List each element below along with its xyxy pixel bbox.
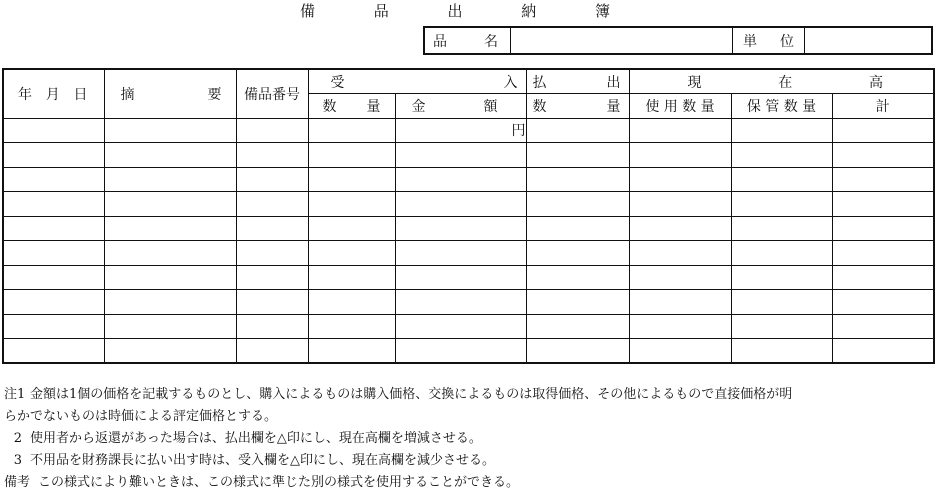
ledger-cell[interactable] [395, 216, 526, 241]
ledger-cell[interactable] [308, 265, 395, 290]
note-line [4, 384, 932, 406]
ledger-cell[interactable] [104, 265, 236, 290]
note-number: 2 [13, 431, 22, 446]
ledger-cell[interactable] [731, 192, 832, 217]
title-char: 出 [447, 1, 463, 20]
ledger-cell[interactable] [526, 216, 629, 241]
ledger-cell[interactable] [629, 314, 731, 339]
ledger-cell[interactable] [731, 314, 832, 339]
ledger-row [3, 192, 934, 217]
ledger-cell[interactable] [236, 216, 308, 241]
header-char: 数 [532, 98, 547, 115]
ledger-cell[interactable] [104, 216, 236, 241]
title-char: 備 [300, 1, 316, 20]
ledger-cell[interactable] [629, 118, 731, 143]
ledger-cell[interactable] [526, 241, 629, 266]
item-header-box [423, 26, 933, 55]
ledger-cell[interactable] [832, 192, 934, 217]
ledger-cell[interactable] [731, 241, 832, 266]
header-char: 出 [606, 74, 621, 91]
ledger-cell[interactable] [236, 339, 308, 364]
header-char: 額 [483, 98, 498, 115]
header-char: 要 [207, 86, 222, 103]
header-kingaku [395, 94, 526, 119]
ledger-row [3, 265, 934, 290]
header-char: 日 [73, 86, 88, 103]
ledger-cell[interactable] [395, 192, 526, 217]
note-text: 不用品を財務課長に払い出す時は、受入欄を△印にし、現在高欄を減少させる。 [30, 453, 495, 468]
ledger-cell[interactable] [3, 216, 104, 241]
header-char: 受 [330, 74, 345, 91]
ledger-cell[interactable] [832, 314, 934, 339]
ledger-cell[interactable] [395, 265, 526, 290]
header-char: 払 [532, 74, 547, 91]
ledger-row [3, 143, 934, 168]
ledger-cell[interactable] [236, 143, 308, 168]
ledger-cell[interactable] [395, 143, 526, 168]
note-line [4, 472, 932, 494]
header-char: 数 [322, 98, 337, 115]
ledger-cell[interactable] [832, 143, 934, 168]
title-char: 品 [373, 1, 389, 20]
ledger-cell[interactable] [3, 167, 104, 192]
ledger-row [3, 216, 934, 241]
ledger-cell[interactable] [629, 192, 731, 217]
ledger-cell[interactable] [395, 241, 526, 266]
ledger-cell[interactable] [3, 118, 104, 143]
ledger-row [3, 167, 934, 192]
ledger-cell[interactable] [104, 339, 236, 364]
ledger-cell[interactable] [104, 314, 236, 339]
title-char: 簿 [594, 1, 610, 20]
ledger-body [3, 118, 934, 363]
note-number: 注1 [4, 387, 26, 402]
ledger-cell[interactable] [832, 216, 934, 241]
ledger-row [3, 290, 934, 315]
ledger-cell[interactable] [731, 265, 832, 290]
ledger-cell[interactable] [308, 118, 395, 143]
note-text: 使用者から返還があった場合は、払出欄を△印にし、現在高欄を増減させる。 [30, 431, 482, 446]
ledger-cell[interactable] [526, 192, 629, 217]
ledger-cell[interactable] [104, 118, 236, 143]
header-char: 現 [687, 74, 702, 91]
ledger-cell[interactable] [308, 314, 395, 339]
ledger-cell[interactable] [236, 167, 308, 192]
ledger-cell[interactable] [104, 192, 236, 217]
ledger-cell[interactable] [308, 241, 395, 266]
note-line [4, 450, 932, 472]
header-char: 摘 [120, 86, 135, 103]
tani-field[interactable] [805, 28, 931, 53]
note-number: 3 [13, 453, 22, 468]
ledger-cell[interactable] [629, 143, 731, 168]
ledger-cell[interactable] [3, 314, 104, 339]
tani-char: 位 [780, 33, 794, 50]
header-char: 金 [411, 98, 426, 115]
header-tekiyo [104, 69, 236, 118]
ledger-cell[interactable] [236, 118, 308, 143]
ledger-cell[interactable] [731, 216, 832, 241]
ledger-cell[interactable] [832, 265, 934, 290]
ledger-cell[interactable] [832, 339, 934, 364]
hinmei-char: 品 [433, 33, 447, 50]
ledger-cell[interactable] [3, 241, 104, 266]
ledger-cell[interactable] [3, 265, 104, 290]
ledger-cell[interactable] [308, 143, 395, 168]
notes-section [4, 384, 932, 494]
ledger-cell[interactable] [526, 265, 629, 290]
ledger-cell[interactable] [526, 167, 629, 192]
ledger-cell[interactable] [308, 216, 395, 241]
ledger-cell[interactable] [526, 339, 629, 364]
ledger-cell[interactable] [104, 241, 236, 266]
ledger-cell[interactable] [629, 241, 731, 266]
yen-mark-cell[interactable]: 円 [395, 118, 526, 143]
ledger-cell[interactable] [395, 290, 526, 315]
header-char: 入 [503, 74, 518, 91]
ledger-cell[interactable] [832, 167, 934, 192]
header-date [3, 69, 104, 118]
note-line [4, 428, 932, 450]
ledger-row [3, 314, 934, 339]
header-bangou: 備品番号 [236, 69, 308, 118]
ledger-cell[interactable] [731, 339, 832, 364]
note-text: らかでないものは時価による評定価格とする。 [4, 409, 278, 424]
ledger-cell[interactable] [526, 314, 629, 339]
ledger-cell[interactable] [395, 314, 526, 339]
ledger-cell[interactable] [395, 339, 526, 364]
hinmei-field[interactable] [511, 28, 733, 53]
header-haraidashi-suryo [526, 94, 629, 119]
header-char: 年 [18, 86, 32, 103]
ledger-cell[interactable] [731, 143, 832, 168]
ledger-cell[interactable] [526, 143, 629, 168]
header-shiyou-suryo: 使 用 数 量 [629, 94, 731, 119]
ledger-row [3, 241, 934, 266]
ledger-cell[interactable] [526, 118, 629, 143]
ledger-cell[interactable] [308, 339, 395, 364]
header-char: 高 [869, 74, 883, 91]
header-haraidashi [526, 69, 629, 94]
header-kei: 計 [832, 94, 934, 119]
ledger-row [3, 118, 934, 143]
ledger-table [2, 68, 935, 364]
header-genzaidaka [629, 69, 934, 94]
ledger-cell[interactable] [3, 290, 104, 315]
header-char: 量 [606, 98, 621, 115]
ledger-cell[interactable] [236, 265, 308, 290]
ledger-cell[interactable] [629, 265, 731, 290]
ledger-cell[interactable] [832, 241, 934, 266]
ledger-cell[interactable] [3, 143, 104, 168]
ledger-cell[interactable] [629, 216, 731, 241]
ledger-cell[interactable] [236, 241, 308, 266]
ledger-cell[interactable] [731, 118, 832, 143]
header-char: 月 [45, 86, 60, 103]
tani-label [733, 28, 805, 53]
ledger-cell[interactable] [104, 290, 236, 315]
ledger-cell[interactable] [731, 290, 832, 315]
ledger-cell[interactable] [629, 290, 731, 315]
document-title [300, 0, 610, 20]
ledger-row [3, 339, 934, 364]
header-ukeire-suryo [308, 94, 395, 119]
ledger-cell[interactable] [236, 192, 308, 217]
ledger-cell[interactable] [832, 290, 934, 315]
ledger-cell[interactable] [526, 290, 629, 315]
ledger-cell[interactable] [308, 290, 395, 315]
ledger-cell[interactable] [236, 314, 308, 339]
note-number: 備考 [4, 475, 31, 490]
ledger-cell[interactable] [832, 118, 934, 143]
ledger-cell[interactable] [104, 143, 236, 168]
header-char: 量 [366, 98, 381, 115]
title-char: 納 [521, 1, 537, 20]
header-char: 在 [778, 74, 793, 91]
header-ukeire [308, 69, 526, 94]
hinmei-label [425, 28, 511, 53]
hinmei-char: 名 [484, 33, 498, 50]
ledger-cell[interactable] [236, 290, 308, 315]
tani-char: 単 [743, 33, 757, 50]
ledger-cell[interactable] [308, 192, 395, 217]
ledger-cell[interactable] [104, 167, 236, 192]
ledger-cell[interactable] [3, 339, 104, 364]
ledger-cell[interactable] [731, 167, 832, 192]
header-hokan-suryo: 保 管 数 量 [731, 94, 832, 119]
ledger-cell[interactable] [629, 339, 731, 364]
ledger-cell[interactable] [3, 192, 104, 217]
note-text: この様式により難いときは、この様式に準じた別の様式を使用することができる。 [38, 475, 520, 490]
ledger-cell[interactable] [395, 167, 526, 192]
note-text: 金額は1個の価格を記載するものとし、購入によるものは購入価格、交換によるものは取得価格、その他によるもので直接価格が明 [30, 387, 793, 402]
ledger-cell[interactable] [308, 167, 395, 192]
ledger-cell[interactable] [629, 167, 731, 192]
note-line [4, 406, 932, 428]
